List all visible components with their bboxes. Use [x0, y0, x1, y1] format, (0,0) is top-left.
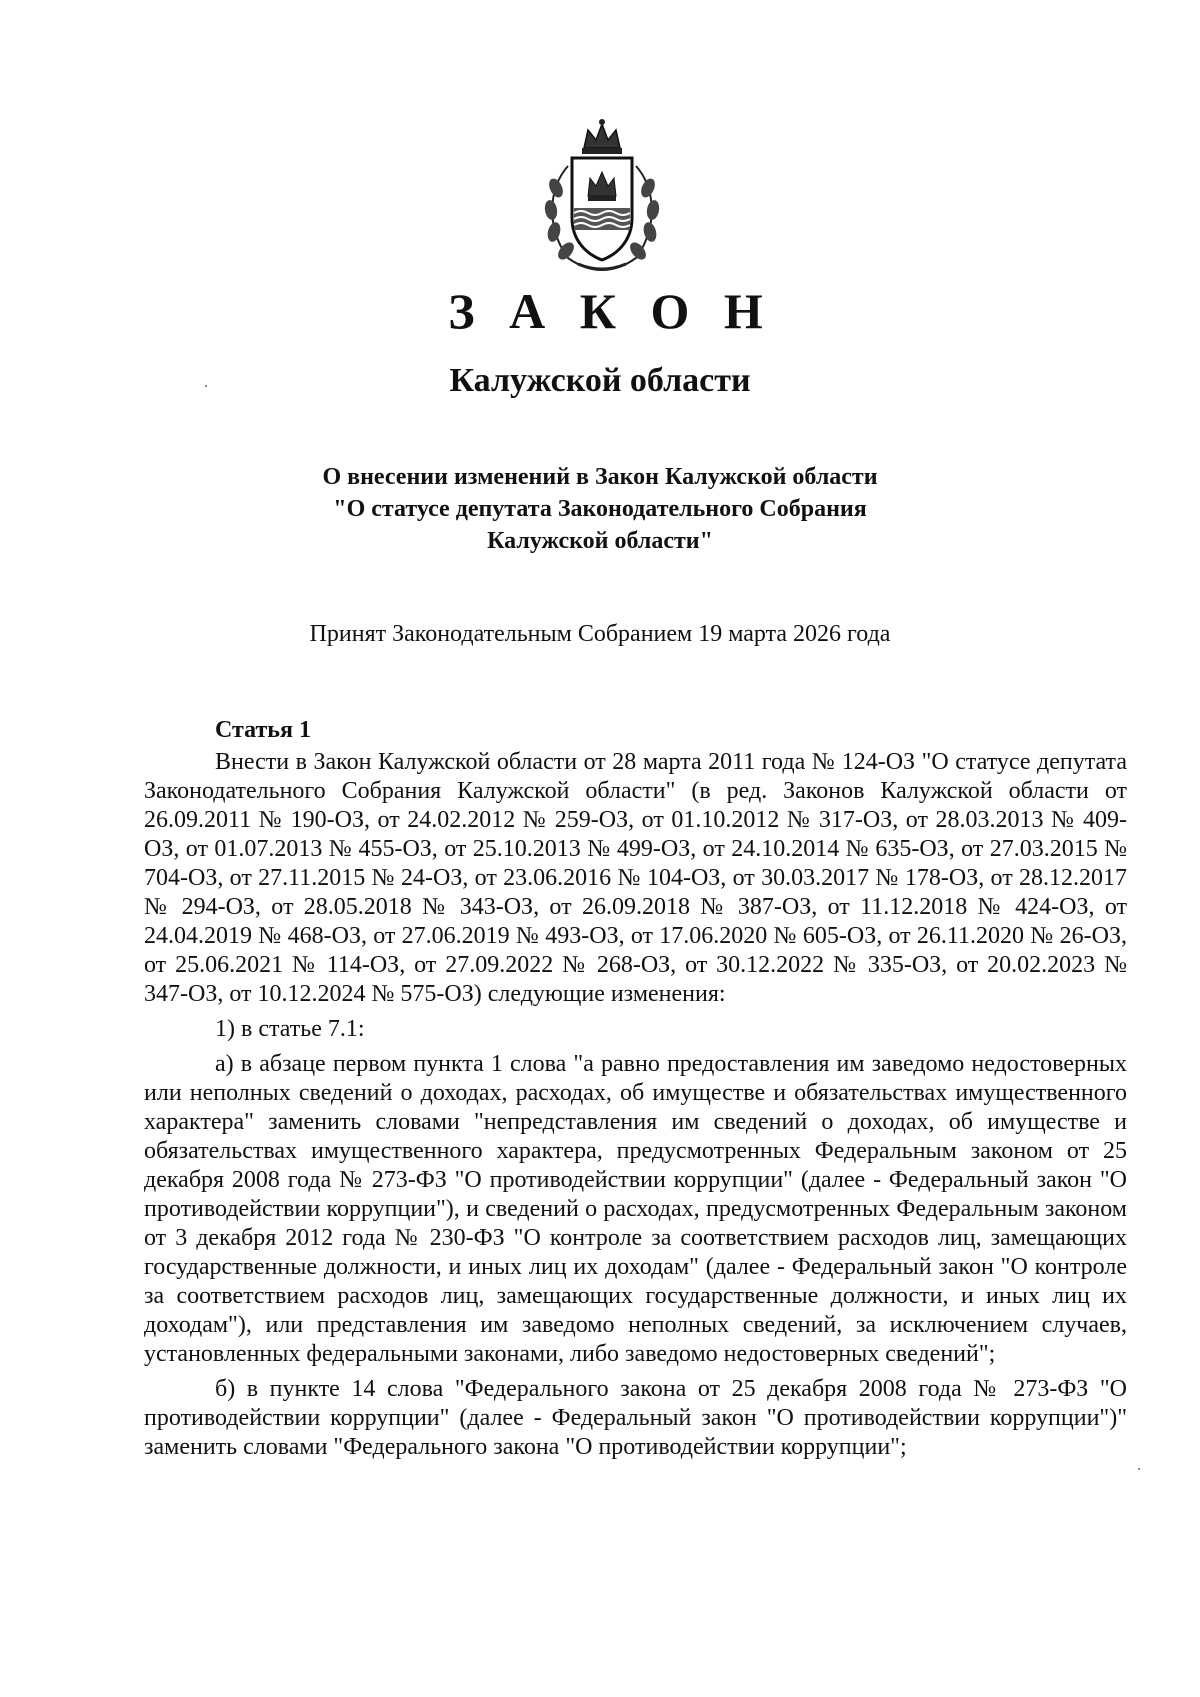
article-paragraph: 1) в статье 7.1: [215, 1016, 365, 1042]
law-body [144, 716, 1127, 1462]
article-title: Статья 1 [215, 717, 311, 743]
document-title: З А К О Н [448, 283, 774, 339]
law-subject [240, 461, 960, 557]
adoption-date: Принят Законодательным Собранием 19 марта 2026 года [309, 621, 891, 647]
scan-speck [205, 385, 207, 387]
article-paragraph: а) в абзаце первом пункта 1 слова "а равно предоставления им заведомо недостоверных или неполных сведений о доходах, расходах, об имуществе и обязательствах имущественного характера" заменить словами "непредставления им сведений о доходах, об имуществе и обязательствах имущественного характера, предусмотренных Федеральным законом от 25 декабря 2008 года № 273-ФЗ "О противодействии коррупции" (далее - Федеральный закон "О противодействии коррупции"), и сведений о расходах, предусмотренных Федеральным законом от 3 декабря 2012 года № 230-ФЗ "О контроле за соответствием расходов лиц, замещающих государственные должности, и иных лиц их доходам" (далее - Федеральный закон "О контроле за соответствием расходов лиц, замещающих государственные должности, и иных лиц их доходам"), или представления им заведомо неполных сведений, за исключением случаев, установленных федеральными законами, либо заведомо недостоверных сведений"; [144, 1051, 1127, 1367]
article-paragraph: б) в пункте 14 слова "Федерального закона от 25 декабря 2008 года № 273-ФЗ "О противодействии коррупции" (далее - Федеральный закон "О противодействии коррупции")" заменить словами "Федерального закона "О противодействии коррупции"; [144, 1376, 1127, 1460]
law-subject-line: "О статусе депутата Законодательного Собрания [333, 496, 867, 522]
kaluga-coat-of-arms-icon [538, 118, 666, 273]
document-region: Калужской области [449, 362, 751, 399]
scan-speck [1138, 1468, 1140, 1470]
law-subject-line: Калужской области" [487, 528, 713, 554]
law-subject-line: О внесении изменений в Закон Калужской области [322, 464, 878, 490]
article-paragraph: Внести в Закон Калужской области от 28 марта 2011 года № 124-ОЗ "О статусе депутата Законодательного Собрания Калужской области" (в ред. Законов Калужской области от 26.09.2011 № 190-ОЗ, от 24.02.2012 № 259-ОЗ, от 01.10.2012 № 317-ОЗ, от 28.03.2013 № 409-ОЗ, от 01.07.2013 № 455-ОЗ, от 25.10.2013 № 499-ОЗ, от 24.10.2014 № 635-ОЗ, от 27.03.2015 № 704-ОЗ, от 27.11.2015 № 24-ОЗ, от 23.06.2016 № 104-ОЗ, от 30.03.2017 № 178-ОЗ, от 28.12.2017 № 294-ОЗ, от 28.05.2018 № 343-ОЗ, от 26.09.2018 № 387-ОЗ, от 11.12.2018 № 424-ОЗ, от 24.04.2019 № 468-ОЗ, от 27.06.2019 № 493-ОЗ, от 17.06.2020 № 605-ОЗ, от 26.11.2020 № 26-ОЗ, от 25.06.2021 № 114-ОЗ, от 27.09.2022 № 268-ОЗ, от 30.12.2022 № 335-ОЗ, от 20.02.2023 № 347-ОЗ, от 10.12.2024 № 575-ОЗ) следующие изменения: [144, 749, 1127, 1007]
